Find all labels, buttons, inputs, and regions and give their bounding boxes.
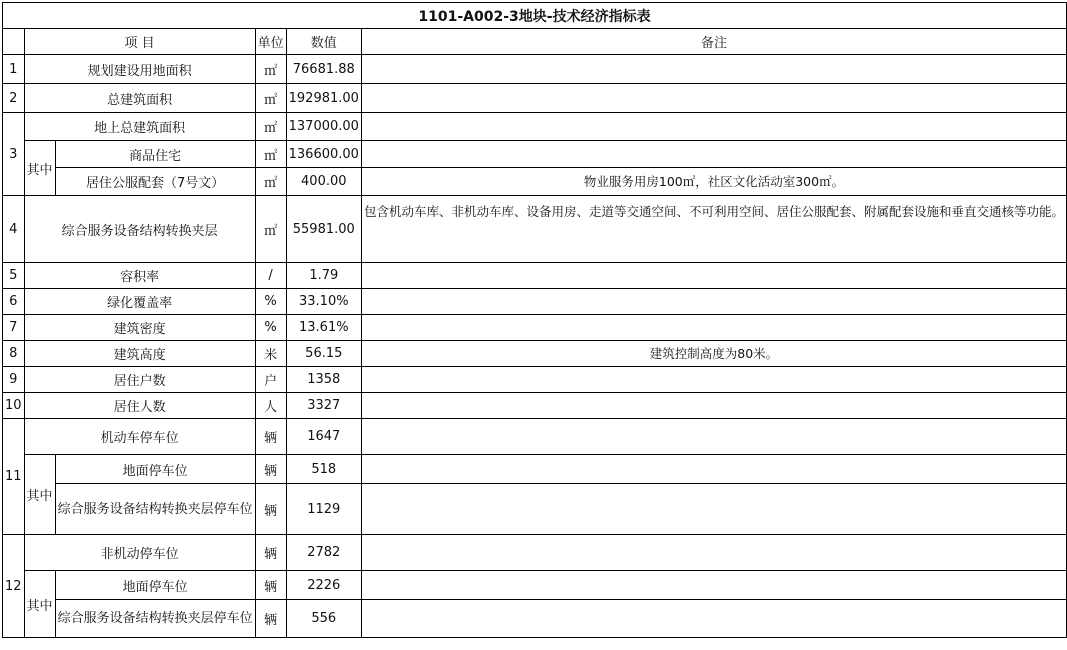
table-row bbox=[3, 341, 1067, 367]
row-unit: 户 bbox=[255, 367, 286, 393]
row-number: 11 bbox=[3, 419, 25, 535]
row-note bbox=[361, 84, 1066, 113]
row-unit: ㎡ bbox=[255, 196, 286, 263]
row-number: 6 bbox=[3, 289, 25, 315]
row-unit: ㎡ bbox=[255, 113, 286, 141]
row-item: 规划建设用地面积 bbox=[24, 55, 255, 84]
row-value: 136600.00 bbox=[286, 141, 361, 168]
table-row bbox=[3, 393, 1067, 419]
table-row bbox=[3, 168, 1067, 196]
row-unit: 辆 bbox=[255, 455, 286, 484]
row-unit: 辆 bbox=[255, 419, 286, 455]
table-row bbox=[3, 315, 1067, 341]
row-item: 非机动停车位 bbox=[24, 535, 255, 571]
row-note bbox=[361, 113, 1066, 141]
header-no bbox=[3, 29, 25, 55]
row-note bbox=[361, 484, 1066, 535]
table-row bbox=[3, 484, 1067, 535]
row-note bbox=[361, 263, 1066, 289]
row-item: 居住人数 bbox=[24, 393, 255, 419]
row-unit: 人 bbox=[255, 393, 286, 419]
row-note bbox=[361, 289, 1066, 315]
row-item: 机动车停车位 bbox=[24, 419, 255, 455]
row-value: 192981.00 bbox=[286, 84, 361, 113]
row-value: 1358 bbox=[286, 367, 361, 393]
row-item: 总建筑面积 bbox=[24, 84, 255, 113]
row-note bbox=[361, 141, 1066, 168]
row-number: 1 bbox=[3, 55, 25, 84]
table-row bbox=[3, 367, 1067, 393]
row-unit: 辆 bbox=[255, 484, 286, 535]
table-row bbox=[3, 263, 1067, 289]
table-row bbox=[3, 571, 1067, 600]
table-row bbox=[3, 289, 1067, 315]
table-row bbox=[3, 141, 1067, 168]
table-row bbox=[3, 455, 1067, 484]
row-item: 绿化覆盖率 bbox=[24, 289, 255, 315]
row-item: 容积率 bbox=[24, 263, 255, 289]
table-title-row bbox=[3, 3, 1067, 29]
row-note bbox=[361, 600, 1066, 638]
row-item: 地面停车位 bbox=[55, 455, 255, 484]
row-value: 518 bbox=[286, 455, 361, 484]
row-unit: ㎡ bbox=[255, 141, 286, 168]
table-row bbox=[3, 535, 1067, 571]
row-number: 8 bbox=[3, 341, 25, 367]
row-unit: ㎡ bbox=[255, 168, 286, 196]
row-value: 3327 bbox=[286, 393, 361, 419]
row-note bbox=[361, 367, 1066, 393]
table-row bbox=[3, 419, 1067, 455]
table-row bbox=[3, 55, 1067, 84]
row-value: 2782 bbox=[286, 535, 361, 571]
row-value: 1129 bbox=[286, 484, 361, 535]
row-note: 包含机动车库、非机动车库、设备用房、走道等交通空间、不可利用空间、居住公服配套、附属配套设施和垂直交通核等功能。 bbox=[361, 196, 1066, 263]
row-unit: % bbox=[255, 315, 286, 341]
row-number: 4 bbox=[3, 196, 25, 263]
row-note bbox=[361, 535, 1066, 571]
row-note bbox=[361, 571, 1066, 600]
row-item: 建筑高度 bbox=[24, 341, 255, 367]
row-item: 综合服务设备结构转换夹层停车位 bbox=[55, 484, 255, 535]
row-value: 76681.88 bbox=[286, 55, 361, 84]
row-value: 556 bbox=[286, 600, 361, 638]
row-unit: ㎡ bbox=[255, 55, 286, 84]
row-number: 2 bbox=[3, 84, 25, 113]
row-value: 13.61% bbox=[286, 315, 361, 341]
row-number: 3 bbox=[3, 113, 25, 196]
row-unit: 辆 bbox=[255, 535, 286, 571]
row-unit: 辆 bbox=[255, 600, 286, 638]
row-value: 56.15 bbox=[286, 341, 361, 367]
row-note: 建筑控制高度为80米。 bbox=[361, 341, 1066, 367]
table-row bbox=[3, 196, 1067, 263]
table-row bbox=[3, 84, 1067, 113]
row-number: 12 bbox=[3, 535, 25, 638]
row-unit: ㎡ bbox=[255, 84, 286, 113]
row-value: 55981.00 bbox=[286, 196, 361, 263]
header-item: 项 目 bbox=[24, 29, 255, 55]
row-note bbox=[361, 419, 1066, 455]
row-item: 商品住宅 bbox=[55, 141, 255, 168]
row-value: 1647 bbox=[286, 419, 361, 455]
group-label: 其中 bbox=[24, 141, 55, 196]
row-note bbox=[361, 315, 1066, 341]
group-label: 其中 bbox=[24, 571, 55, 638]
row-number: 9 bbox=[3, 367, 25, 393]
row-item: 地面停车位 bbox=[55, 571, 255, 600]
header-unit: 单位 bbox=[255, 29, 286, 55]
row-value: 137000.00 bbox=[286, 113, 361, 141]
row-number: 5 bbox=[3, 263, 25, 289]
group-label: 其中 bbox=[24, 455, 55, 535]
header-value: 数值 bbox=[286, 29, 361, 55]
row-item: 综合服务设备结构转换夹层 bbox=[24, 196, 255, 263]
row-item: 地上总建筑面积 bbox=[24, 113, 255, 141]
row-note: 物业服务用房100㎡，社区文化活动室300㎡。 bbox=[361, 168, 1066, 196]
row-note bbox=[361, 55, 1066, 84]
table-row bbox=[3, 113, 1067, 141]
indicator-table bbox=[2, 2, 1067, 638]
header-note: 备注 bbox=[361, 29, 1066, 55]
row-item: 建筑密度 bbox=[24, 315, 255, 341]
row-value: 33.10% bbox=[286, 289, 361, 315]
row-value: 1.79 bbox=[286, 263, 361, 289]
row-value: 400.00 bbox=[286, 168, 361, 196]
row-unit: 辆 bbox=[255, 571, 286, 600]
row-note bbox=[361, 393, 1066, 419]
row-unit: / bbox=[255, 263, 286, 289]
table-header-row bbox=[3, 29, 1067, 55]
row-number: 7 bbox=[3, 315, 25, 341]
row-note bbox=[361, 455, 1066, 484]
row-item: 居住户数 bbox=[24, 367, 255, 393]
row-value: 2226 bbox=[286, 571, 361, 600]
row-unit: 米 bbox=[255, 341, 286, 367]
row-item: 居住公服配套（7号文） bbox=[55, 168, 255, 196]
table-title: 1101-A002-3地块-技术经济指标表 bbox=[3, 3, 1067, 29]
row-unit: % bbox=[255, 289, 286, 315]
row-item: 综合服务设备结构转换夹层停车位 bbox=[55, 600, 255, 638]
table-row bbox=[3, 600, 1067, 638]
row-number: 10 bbox=[3, 393, 25, 419]
